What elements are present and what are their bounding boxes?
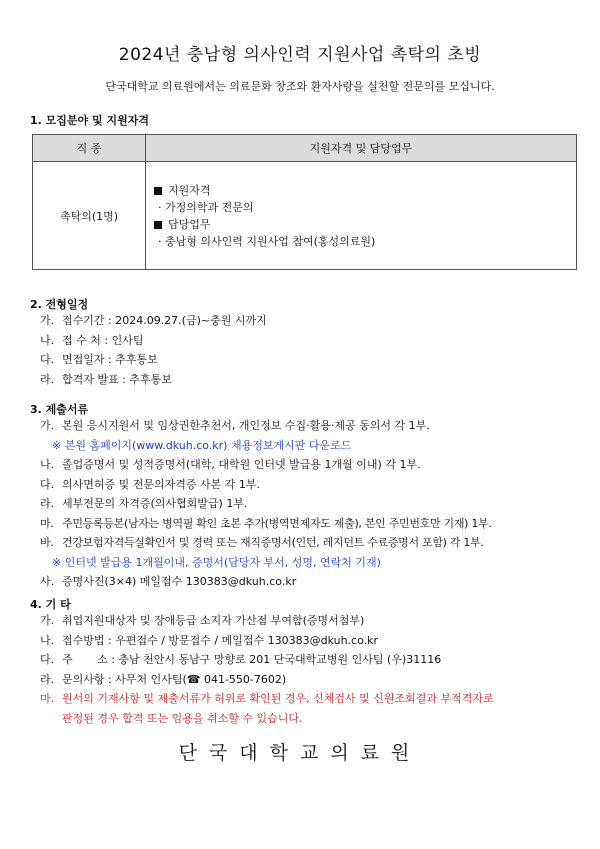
list-item: 다. 의사면허증 및 전문의자격증 사본 각 1부. <box>40 477 260 491</box>
list-item: 가. 접수기간 : 2024.09.27.(금)~충원 시까지 <box>40 314 267 327</box>
list-note: ※ 인터넷 발급용 1개월이내, 증명서(담당자 부서, 성명, 연락처 기재) <box>52 555 381 569</box>
section3-heading: 3. 제출서류 <box>30 403 89 416</box>
list-item: 바. 건강보험자격득실확인서 및 경력 또는 재직증명서(인턴, 레지던트 수료증명서 포함) 각 1부. <box>40 536 484 549</box>
other-list <box>40 611 494 728</box>
table-header-job: 직 종 <box>33 135 146 162</box>
list-item: 라. 세부전문의 자격증(의사협회발급) 1부. <box>40 497 248 510</box>
section1-heading: 1. 모집분야 및 지원자격 <box>30 114 149 127</box>
list-item: 다. 면접일자 : 추후통보 <box>40 353 158 366</box>
square-bullet-icon <box>154 187 162 195</box>
section2-heading: 2. 전형일정 <box>30 298 89 311</box>
list-item-warning: 판정된 경우 합격 또는 임용을 취소할 수 있습니다. <box>62 711 303 725</box>
organization-footer: 단국대학교의료원 <box>178 742 422 764</box>
list-item: 나. 접 수 처 : 인사팀 <box>40 333 144 347</box>
list-item: 라. 합격자 발표 : 추후통보 <box>40 372 172 386</box>
list-item-warning: 마. 원서의 기재사항 및 제출서류가 허위로 확인된 경우, 신체검사 및 신원조회결과 부적격자로 <box>40 692 494 705</box>
qualification-detail: · 가정의학과 전문의 <box>158 200 254 214</box>
job-cell: 촉탁의(1명) <box>33 162 146 270</box>
list-note: ※ 본원 홈페이지(www.dkuh.co.kr) 채용정보게시판 다운로드 <box>52 438 352 452</box>
intro-text: 단국대학교 의료원에서는 의료문화 창조와 환자사랑을 실천할 전문의를 모십니다. <box>105 80 495 93</box>
square-bullet-icon <box>154 221 162 229</box>
recruit-table <box>32 134 577 270</box>
list-item: 나. 접수방법 : 우편접수 / 방문접수 / 메일접수 130383@dkuh.co.kr <box>40 633 379 647</box>
duty-detail: · 충남형 의사인력 지원사업 참여(홍성의료원) <box>158 234 376 248</box>
schedule-list <box>40 311 267 389</box>
section4-heading: 4. 기 타 <box>30 598 71 611</box>
page-title: 2024년 충남형 의사인력 지원사업 촉탁의 초빙 <box>118 45 482 65</box>
list-item: 다. 주 소 : 충남 천안시 동남구 망향로 201 단국대학교병원 인사팀 (우)31116 <box>40 653 442 666</box>
list-item: 나. 졸업증명서 및 성적증명서(대학, 대학원 인터넷 발급용 1개월 이내) 각 1부. <box>40 458 421 471</box>
list-item: 라. 문의사항 : 사무처 인사팀(☎ 041-550-7602) <box>40 672 287 686</box>
details-cell <box>146 162 577 270</box>
list-item: 가. 본원 응시지원서 및 임상권한추천서, 개인정보 수집·활용·제공 동의서 각 1부. <box>40 419 430 432</box>
qualification-heading: 지원자격 <box>168 183 211 197</box>
list-item: 마. 주민등록등본(남자는 병역필 확인 초본 추가(병역면제자도 제출), 본인 주민번호만 기재) 1부. <box>40 516 492 530</box>
duty-heading: 담당업무 <box>168 217 211 231</box>
list-item: 사. 증명사진(3×4) 메일접수 130383@dkuh.co.kr <box>40 575 297 588</box>
documents-list <box>40 416 492 592</box>
list-item: 가. 취업지원대상자 및 장애등급 소지자 가산점 부여함(증명서첨부) <box>40 614 365 627</box>
table-header-qualifications: 지원자격 및 담당업무 <box>146 135 577 162</box>
